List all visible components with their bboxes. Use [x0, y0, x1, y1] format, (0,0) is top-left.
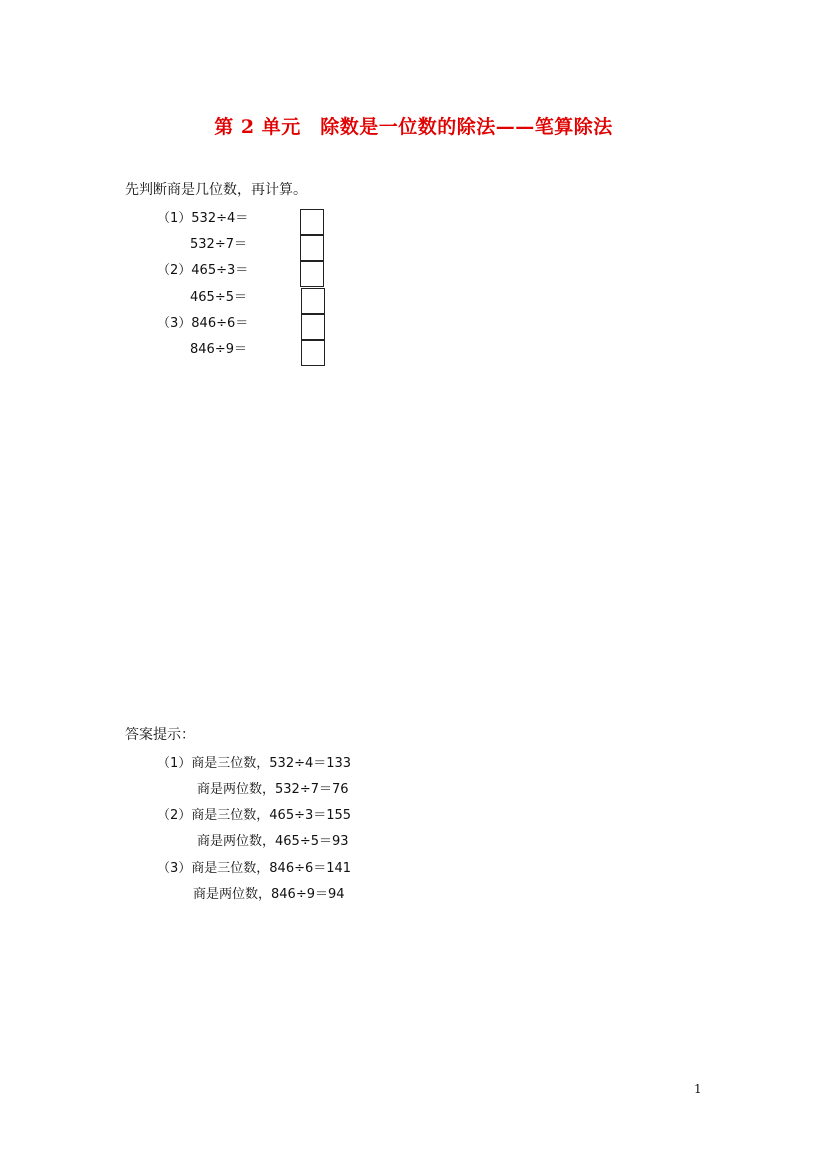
answer-line-2: 商是两位数，532÷7＝76: [197, 782, 349, 797]
problem-2b: 465÷5＝: [190, 290, 247, 305]
answer-box-2[interactable]: [300, 235, 324, 261]
answer-line-3: （2）商是三位数，465÷3＝155: [157, 808, 352, 823]
problem-3a: （3）846÷6＝: [157, 316, 249, 331]
answer-line-5: （3）商是三位数，846÷6＝141: [157, 861, 352, 876]
answer-box-1[interactable]: [300, 209, 324, 235]
instruction-text: 先判断商是几位数，再计算。: [125, 182, 307, 198]
answers-heading: 答案提示：: [125, 727, 195, 743]
answer-box-5[interactable]: [301, 314, 325, 340]
answer-box-3[interactable]: [300, 261, 324, 287]
problem-3b: 846÷9＝: [190, 342, 247, 357]
problem-1a: （1）532÷4＝: [157, 211, 249, 226]
page-number: 1: [694, 1082, 702, 1096]
answer-box-6[interactable]: [301, 340, 325, 366]
answer-line-4: 商是两位数，465÷5＝93: [197, 834, 349, 849]
answer-line-1: （1）商是三位数，532÷4＝133: [157, 756, 352, 771]
answer-line-6: 商是两位数，846÷9＝94: [193, 887, 345, 902]
answer-box-4[interactable]: [301, 288, 325, 314]
problem-2a: （2）465÷3＝: [157, 263, 249, 278]
problem-1b: 532÷7＝: [190, 237, 247, 252]
page-title: 第 2 单元 除数是一位数的除法——笔算除法: [214, 116, 613, 138]
